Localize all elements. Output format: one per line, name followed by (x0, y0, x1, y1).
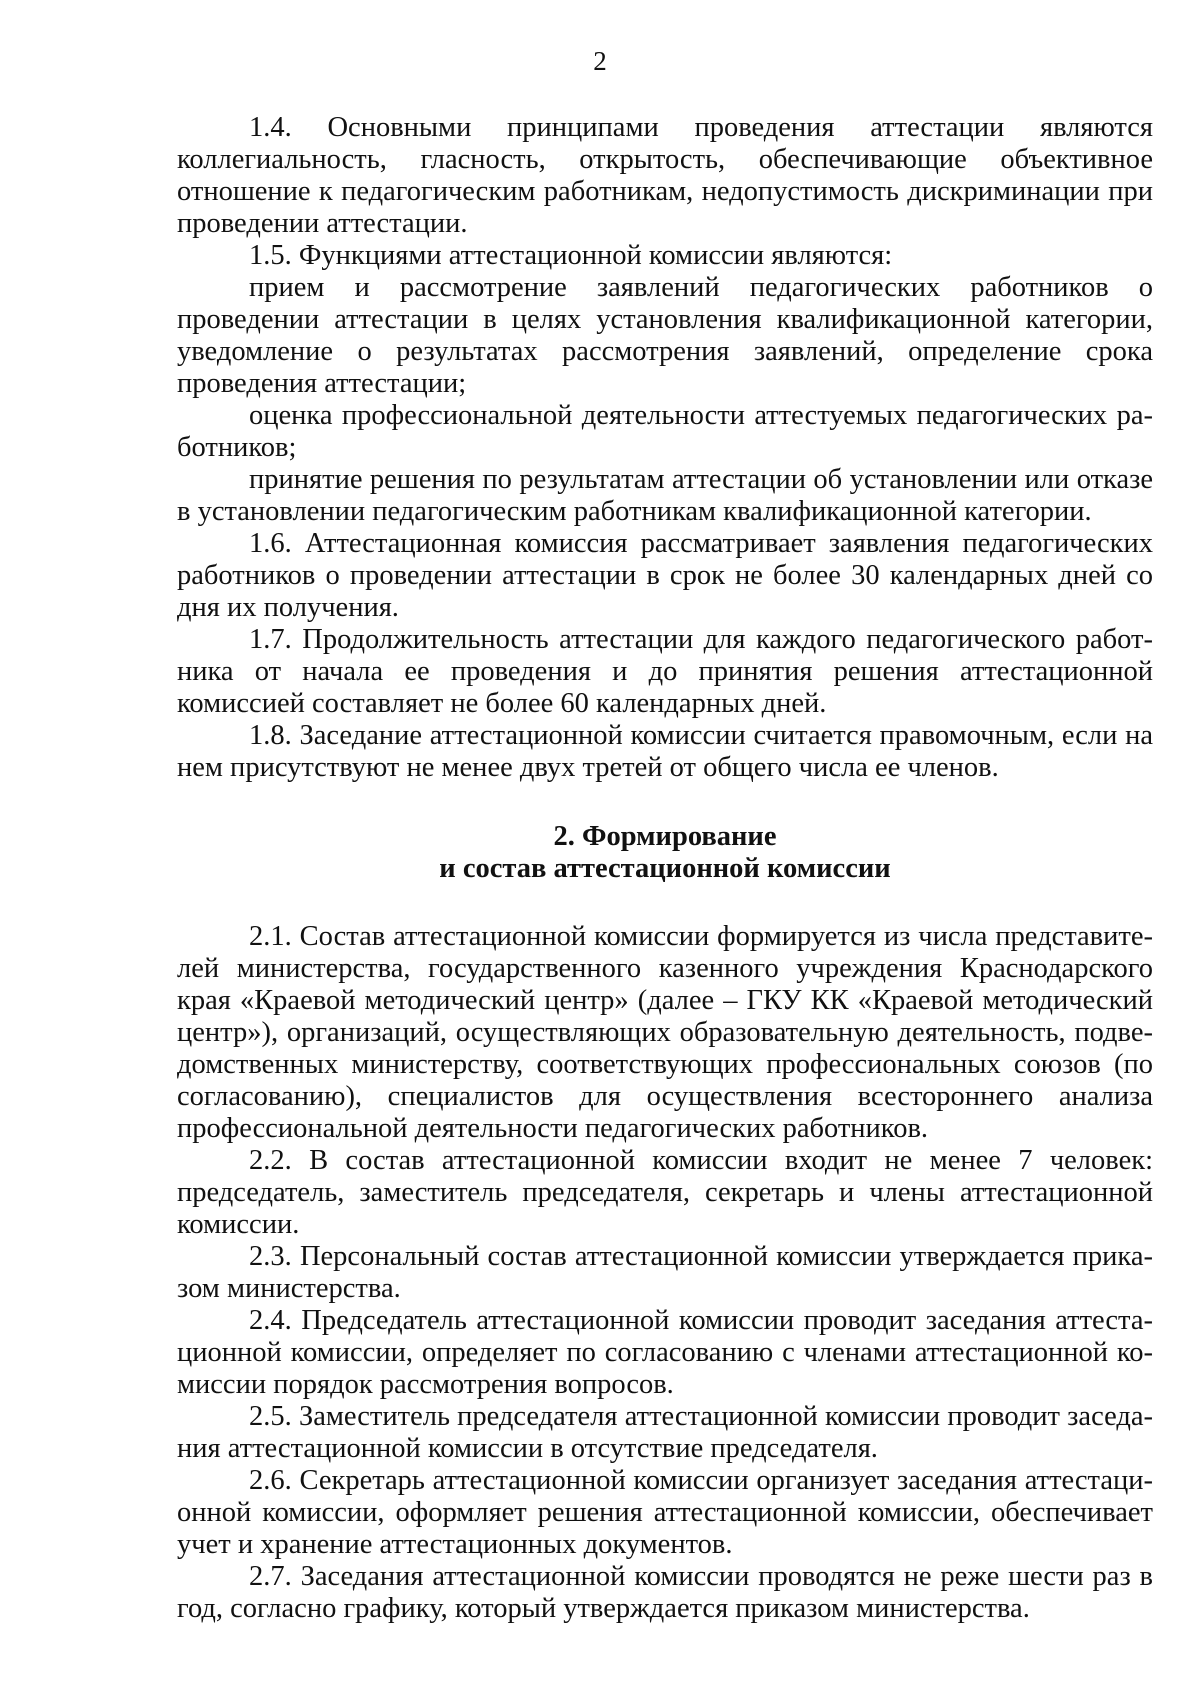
paragraph-1-7: 1.7. Продолжительность аттестации для каждого педагогического работника от начала ее проведения и до принятия решения аттестационной комиссией составляет не более 60 календарных дней. (177, 624, 1153, 719)
paragraph-1-4: 1.4. Основными принципами проведения аттестации являются коллегиальность, гласность, открытость, обеспечивающие объективное отношение к педагогическим работникам, недопустимость дискриминации при проведении аттестации. (177, 112, 1153, 239)
section-1-paragraphs (177, 112, 1153, 784)
paragraph-2-3: 2.3. Персональный состав аттестационной комиссии утверждается приказом министерства. (177, 1241, 1153, 1304)
paragraph-1-5-item-3: принятие решения по результатам аттестации об установлении или отказе в установлении педагогическим работникам квалификационной категории. (177, 464, 1153, 527)
section-2-paragraphs (177, 921, 1153, 1625)
section-2-heading-line-1: 2. Формирование (553, 821, 777, 852)
paragraph-2-7: 2.7. Заседания аттестационной комиссии проводятся не реже шести раз в год, согласно графику, который утверждается приказом министерства. (177, 1561, 1153, 1624)
section-2-heading-line-2: и состав аттестационной комиссии (439, 853, 891, 884)
paragraph-1-8: 1.8. Заседание аттестационной комиссии считается правомочным, если на нем присутствуют не менее двух третей от общего числа ее членов. (177, 720, 1153, 783)
section-2-heading (177, 821, 1153, 885)
paragraph-1-5: 1.5. Функциями аттестационной комиссии являются: (249, 240, 893, 271)
paragraph-2-6: 2.6. Секретарь аттестационной комиссии организует заседания аттестационной комиссии, оформляет решения аттестационной комиссии, обеспечивает учет и хранение аттестационных документов. (177, 1465, 1153, 1560)
paragraph-2-4: 2.4. Председатель аттестационной комиссии проводит заседания аттестационной комиссии, определяет по согласованию с членами аттестационной комиссии порядок рассмотрения вопросов. (177, 1305, 1153, 1400)
paragraph-2-5: 2.5. Заместитель председателя аттестационной комиссии проводит заседания аттестационной комиссии в отсутствие председателя. (177, 1401, 1153, 1464)
paragraph-1-6: 1.6. Аттестационная комиссия рассматривает заявления педагогических работников о проведении аттестации в срок не более 30 календарных дней со дня их получения. (177, 528, 1153, 623)
paragraph-2-2: 2.2. В состав аттестационной комиссии входит не менее 7 человек: председатель, заместитель председателя, секретарь и члены аттестационной комиссии. (177, 1145, 1153, 1240)
paragraph-1-5-item-1: прием и рассмотрение заявлений педагогических работников о проведении аттестации в целях установления квалификационной категории, уведомление о результатах рассмотрения заявлений, определение срока проведения аттестации; (177, 272, 1153, 399)
page-number: 2 (593, 46, 607, 76)
paragraph-1-5-item-2: оценка профессиональной деятельности аттестуемых педагогических работников; (177, 400, 1153, 463)
paragraph-2-1: 2.1. Состав аттестационной комиссии формируется из числа представителей министерства, государственного казенного учреждения Краснодарского края «Краевой методический центр» (далее – ГКУ КК «Краевой методический центр»), организаций, осуществляющих образовательную деятельность, подведомственных министерству, соответствующих профессиональных союзов (по согласованию), специалистов для осуществления всестороннего анализа профессиональной деятельности педагогических работников. (177, 921, 1153, 1144)
document-body (177, 112, 1153, 1625)
